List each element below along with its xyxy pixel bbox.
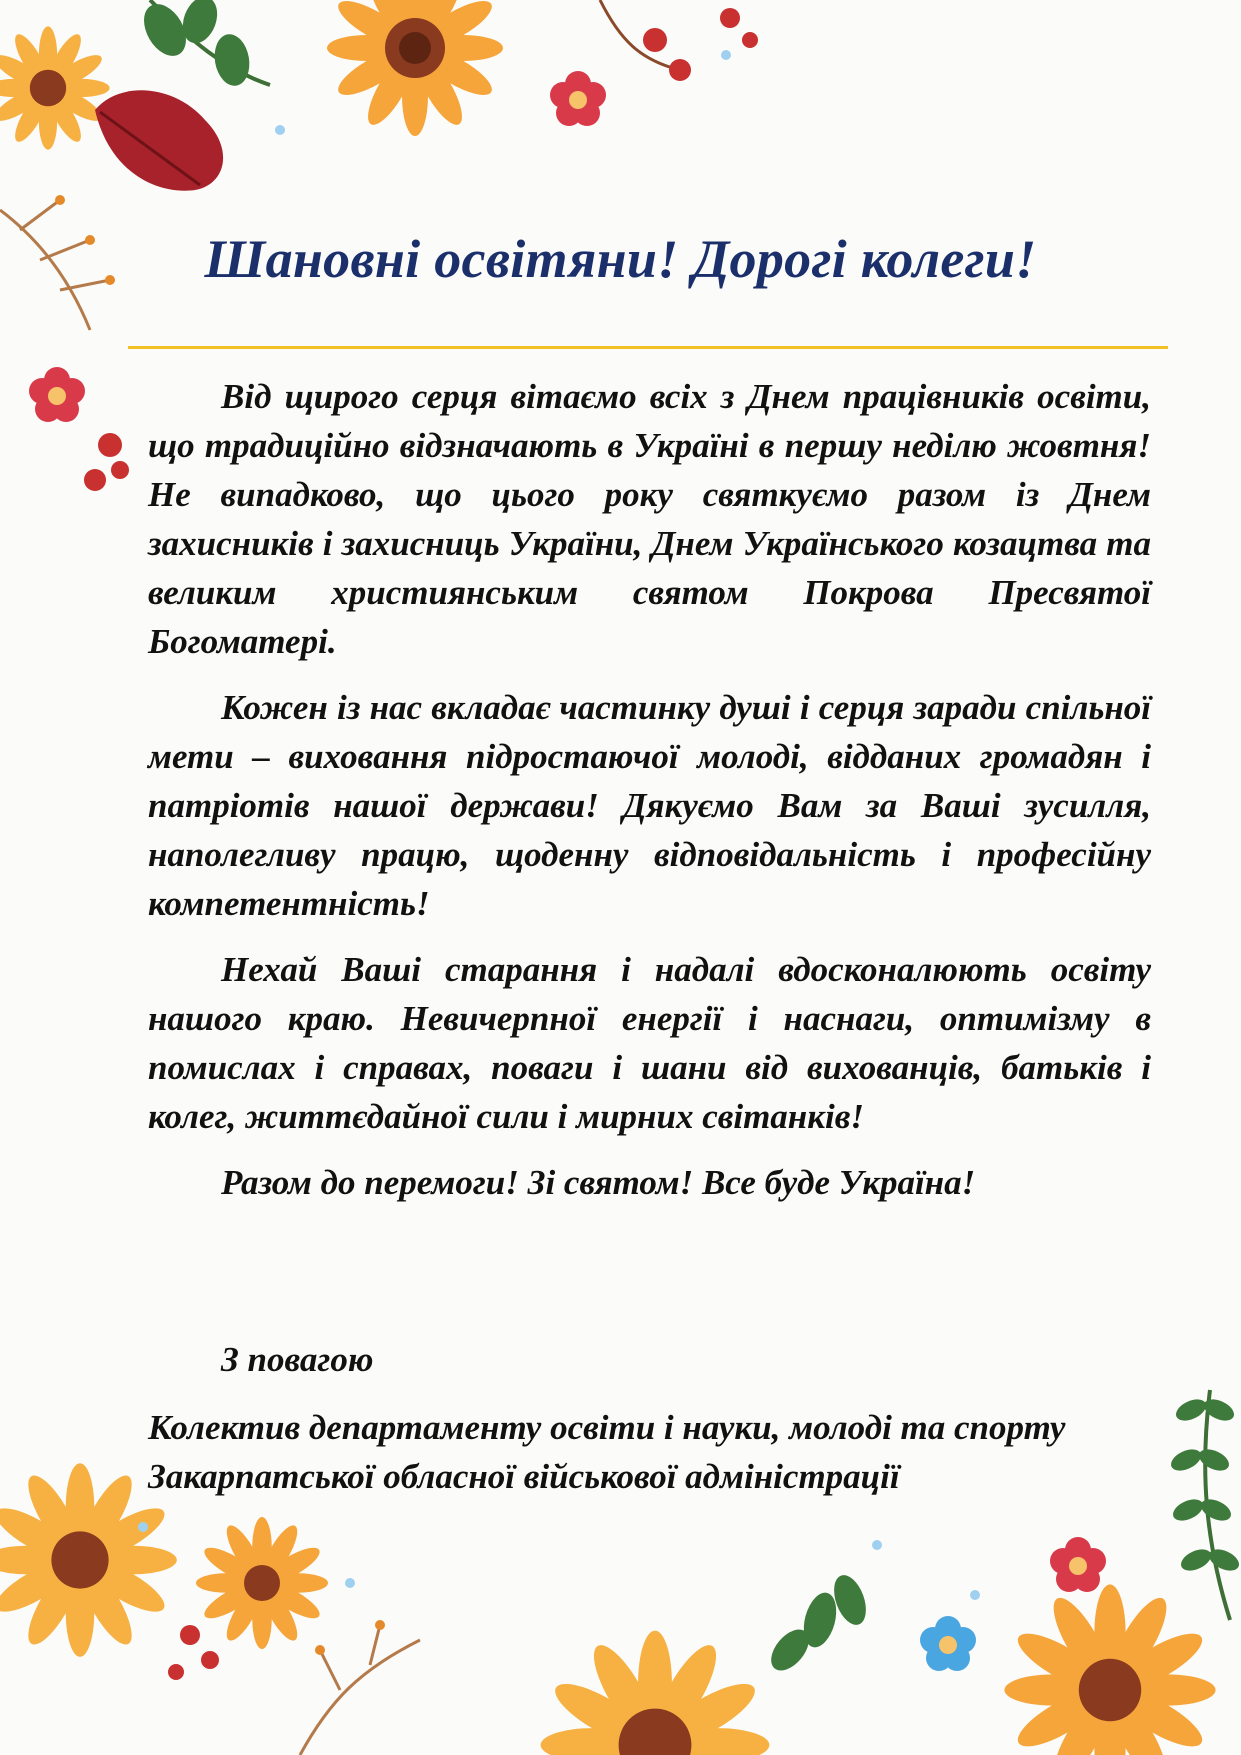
letter-body: [148, 372, 1151, 1224]
regards-line: З повагою: [221, 1340, 374, 1379]
sunflower-icon: [196, 1517, 328, 1649]
signature-line: Закарпатської обласної військової адміністрації: [148, 1457, 900, 1496]
red-flower-icon: [29, 367, 85, 422]
red-flower-icon: [550, 71, 606, 126]
paragraph-closing: Разом до перемоги! Зі святом! Все буде Україна!: [221, 1163, 976, 1202]
twig-icon: [300, 1620, 420, 1755]
autumn-leaf-icon: [95, 90, 223, 190]
berries-icon: [600, 0, 758, 81]
leaf-branch-icon: [764, 1571, 872, 1678]
page-title: Шановні освітяни! Дорогі колеги!: [204, 229, 1037, 289]
berries-icon: [84, 433, 129, 491]
sunflower-icon: [0, 26, 110, 149]
blue-flower-icon: [920, 1616, 976, 1671]
signature-block: [148, 1403, 1198, 1501]
coneflower-icon: [1004, 1584, 1215, 1755]
paragraph-gratitude: Кожен із нас вкладає частинку душі і серця заради спільної мети – виховання підростаючої молоді, відданих громадян і патріотів нашої держави! Дякуємо Вам за Ваші зусилля, наполегливу працю, щоденну відповідальність і професійну компетентність!: [148, 688, 1151, 923]
sunflower-icon: [541, 1631, 770, 1755]
paragraph-wishes: Нехай Ваші старання і надалі вдосконалюють освіту нашого краю. Невичерпної енергії і наснаги, оптимізму в помислах і справах, поваги і шани від вихованців, батьків і колег, життєдайної сили і мирних світанків!: [148, 950, 1151, 1136]
title-divider: [128, 346, 1168, 349]
paragraph-greeting: Від щирого серця вітаємо всіх з Днем працівників освіти, що традиційно відзначають в Україні в першу неділю жовтня! Не випадково, що цього року святкуємо разом із Днем захисників і захисниць України, Днем Українського козацтва та великим християнським святом Покрова Пресвятої Богоматері.: [148, 377, 1151, 661]
berries-icon: [168, 1625, 219, 1680]
signature-line: Колектив департаменту освіти і науки, молоді та спорту: [148, 1408, 1066, 1447]
red-flower-icon: [1050, 1537, 1106, 1592]
sunflower-icon: [327, 0, 503, 136]
leaf-branch-icon: [135, 0, 270, 89]
